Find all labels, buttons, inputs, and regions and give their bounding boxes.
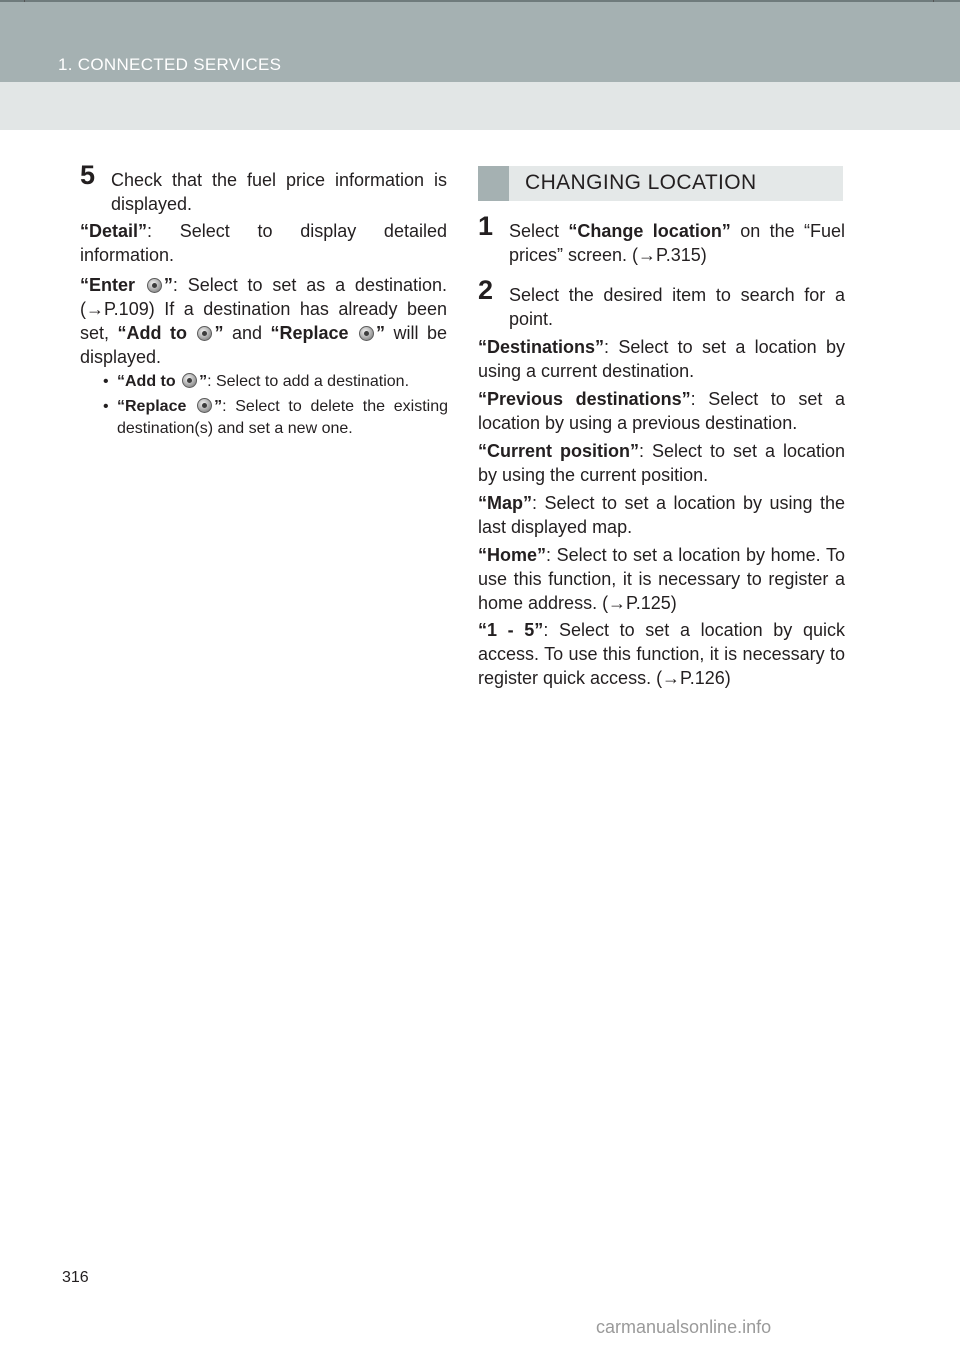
home-text: : Select to set a location by home. To use this function, it is necessary to register a home address. (→P.125) <box>478 545 845 613</box>
step-text: Select the desired item to search for a point. <box>509 285 845 329</box>
replace-term: “Replace <box>270 323 357 343</box>
home-term: “Home” <box>478 545 547 565</box>
replace-text: : Select to delete the existing destination(s) and set a new one. <box>117 398 449 437</box>
detail-term: “Detail” <box>80 221 148 241</box>
enter-tail: will be displayed. <box>80 323 447 367</box>
destinations-paragraph <box>478 335 845 383</box>
add-to-term: “Add to <box>117 323 196 343</box>
quick-term: “1 - 5” <box>478 620 544 640</box>
enter-text: : Select to set as a destination. (→P.109) If a destination has already been set, <box>80 275 447 343</box>
section-heading <box>478 166 843 201</box>
disc-icon <box>182 373 197 388</box>
quick-paragraph <box>478 618 845 690</box>
step-pre: Select <box>509 221 569 241</box>
replace-term-end: ” <box>376 323 385 343</box>
add-to-term-end: ” <box>214 323 224 343</box>
previous-text: : Select to set a location by using a previous destination. <box>478 389 845 433</box>
heading-label: CHANGING LOCATION <box>525 171 757 194</box>
home-paragraph <box>478 543 845 615</box>
header-band <box>0 82 960 130</box>
current-paragraph <box>478 439 845 487</box>
disc-icon <box>197 326 212 341</box>
watermark: carmanualsonline.info <box>596 1317 772 1337</box>
current-text: : Select to set a location by using the current position. <box>478 441 846 485</box>
destinations-term: “Destinations” <box>478 337 605 357</box>
detail-paragraph <box>80 219 447 267</box>
previous-term: “Previous destinations” <box>478 389 691 409</box>
step-5 <box>80 160 447 216</box>
current-term: “Current position” <box>478 441 639 461</box>
enter-term: “Enter <box>80 275 145 295</box>
header-bar <box>0 2 960 82</box>
step-1 <box>478 211 846 267</box>
map-text: : Select to set a location by using the last displayed map. <box>478 493 845 537</box>
replace-term-end: ” <box>214 398 223 415</box>
map-term: “Map” <box>478 493 532 513</box>
heading-marker <box>478 166 509 201</box>
enter-paragraph <box>80 273 447 369</box>
step-number: 1 <box>478 211 494 241</box>
step-text <box>509 219 845 267</box>
quick-text: : Select to set a location by quick access. To use this function, it is necessary to register quick access. (→P.126) <box>478 620 845 688</box>
detail-text: : Select to display detailed information. <box>80 221 447 265</box>
add-to-term-end: ” <box>199 373 208 390</box>
section-title: 1. CONNECTED SERVICES <box>58 55 282 74</box>
bullet: • <box>103 398 109 415</box>
map-paragraph <box>478 491 845 539</box>
change-location-term: “Change location” <box>568 221 731 241</box>
destinations-text: : Select to set a location by using a current destination. <box>478 337 845 381</box>
replace-term: “Replace <box>117 398 196 415</box>
disc-icon <box>197 398 212 413</box>
and-text: and <box>223 323 271 343</box>
sub-item-replace <box>103 396 448 440</box>
add-to-term: “Add to <box>117 373 181 390</box>
previous-paragraph <box>478 387 845 435</box>
step-text: Check that the fuel price information is displayed. <box>111 170 447 214</box>
disc-icon <box>147 278 162 293</box>
enter-term-end: ” <box>163 275 173 295</box>
step-rest: on the “Fuel prices” screen. (→P.315) <box>509 221 846 265</box>
step-2 <box>478 275 845 331</box>
step-number: 2 <box>478 275 494 305</box>
sub-item-add <box>103 371 448 393</box>
page-number: 316 <box>62 1269 89 1286</box>
step-number: 5 <box>80 160 96 190</box>
bullet: • <box>103 373 109 390</box>
disc-icon <box>359 326 374 341</box>
add-to-text: : Select to add a destination. <box>207 373 410 390</box>
